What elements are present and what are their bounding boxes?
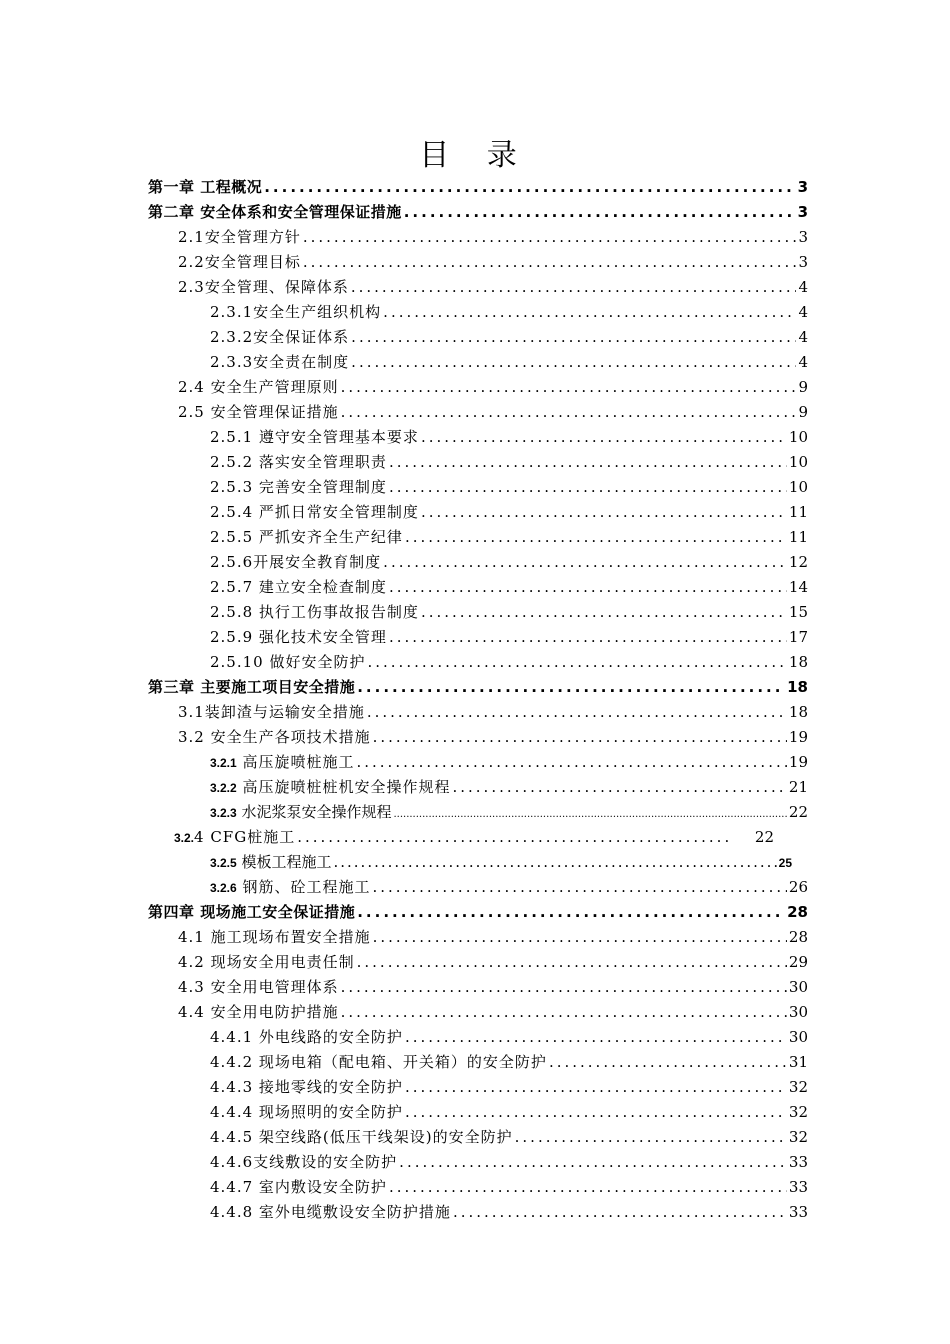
toc-entry-4-4-6[interactable]: 4.4.6支线敷设的安全防护 ..... 33: [210, 1151, 808, 1176]
toc-entry-3-2-1[interactable]: 3.2.1 高压旋喷桩施工 ..... 19: [210, 751, 808, 776]
toc-entry-2-3[interactable]: 2.3安全管理、保障体系 ..... 4: [178, 276, 808, 301]
toc-entry-2-5-8[interactable]: 2.5.8 执行工伤事故报告制度 ..... 15: [210, 601, 808, 626]
toc-entry-2-5-5[interactable]: 2.5.5 严抓安齐全生产纪律 ..... 11: [210, 526, 808, 551]
toc-entry-2-5-6[interactable]: 2.5.6开展安全教育制度 ..... 12: [210, 551, 808, 576]
toc-entry-2-5[interactable]: 2.5 安全管理保证措施 ..... 9: [178, 401, 808, 426]
toc-entry-4-4-2[interactable]: 4.4.2 现场电箱（配电箱、开关箱）的安全防护 ..... 31: [210, 1051, 808, 1076]
toc-entry-4-2[interactable]: 4.2 现场安全用电责任制 ..... 29: [178, 951, 808, 976]
toc-entry-chapter-3[interactable]: 第三章 主要施工项目安全措施 ..... 18: [148, 676, 808, 701]
toc-entry-3-1[interactable]: 3.1装卸渣与运输安全措施 ..... 18: [178, 701, 808, 726]
toc-entry-2-5-4[interactable]: 2.5.4 严抓日常安全管理制度 ..... 11: [210, 501, 808, 526]
toc-entry-4-4-4[interactable]: 4.4.4 现场照明的安全防护 ..... 32: [210, 1101, 808, 1126]
toc-entry-4-4-7[interactable]: 4.4.7 室内敷设安全防护 ..... 33: [210, 1176, 808, 1201]
toc-entry-4-4[interactable]: 4.4 安全用电防护措施 ..... 30: [178, 1001, 808, 1026]
toc-entry-4-1[interactable]: 4.1 施工现场布置安全措施 ..... 28: [178, 926, 808, 951]
toc-entry-2-5-2[interactable]: 2.5.2 落实安全管理职责 ..... 10: [210, 451, 808, 476]
toc-entry-chapter-1[interactable]: 第一章 工程概况 ..... 3: [148, 176, 808, 201]
toc-entry-chapter-4[interactable]: 第四章 现场施工安全保证措施 ..... 28: [148, 901, 808, 926]
toc-entry-2-5-3[interactable]: 2.5.3 完善安全管理制度 ..... 10: [210, 476, 808, 501]
toc-entry-4-4-1[interactable]: 4.4.1 外电线路的安全防护 ..... 30: [210, 1026, 808, 1051]
toc-entry-3-2-5[interactable]: 3.2.5 模板工程施工 ..... 25: [210, 851, 792, 876]
toc-entry-2-1[interactable]: 2.1安全管理方针 ..... 3: [178, 226, 808, 251]
toc-entry-2-5-7[interactable]: 2.5.7 建立安全检查制度 ..... 14: [210, 576, 808, 601]
toc-entry-3-2-3[interactable]: 3.2.3 水泥浆泵安全操作规程 ..... 22: [210, 801, 808, 826]
toc-entry-3-2-4[interactable]: 3.2.4 CFG桩施工 ..... 22: [174, 826, 774, 851]
toc-entry-3-2[interactable]: 3.2 安全生产各项技术措施 ..... 19: [178, 726, 808, 751]
toc-entry-3-2-6[interactable]: 3.2.6 钢筋、砼工程施工 ..... 26: [210, 876, 808, 901]
toc-entry-2-3-1[interactable]: 2.3.1安全生产组织机构 ..... 4: [210, 301, 808, 326]
toc-entry-2-3-2[interactable]: 2.3.2安全保证体系 ..... 4: [210, 326, 808, 351]
toc-entry-2-4[interactable]: 2.4 安全生产管理原则 ..... 9: [178, 376, 808, 401]
toc-entry-2-5-1[interactable]: 2.5.1 遵守安全管理基本要求 ..... 10: [210, 426, 808, 451]
toc-entry-4-4-8[interactable]: 4.4.8 室外电缆敷设安全防护措施 ..... 33: [210, 1201, 808, 1226]
toc-entry-2-5-9[interactable]: 2.5.9 强化技术安全管理 ..... 17: [210, 626, 808, 651]
toc-entry-2-5-10[interactable]: 2.5.10 做好安全防护 ..... 18: [210, 651, 808, 676]
toc-title: 目 录: [419, 138, 531, 173]
toc-entry-3-2-2[interactable]: 3.2.2 高压旋喷桩桩机安全操作规程 ..... 21: [210, 776, 808, 801]
toc-entry-2-2[interactable]: 2.2安全管理目标 ..... 3: [178, 251, 808, 276]
toc-entry-2-3-3[interactable]: 2.3.3安全责在制度 ..... 4: [210, 351, 808, 376]
toc-entry-4-4-5[interactable]: 4.4.5 架空线路(低压干线架设)的安全防护 ..... 32: [210, 1126, 808, 1151]
toc-entry-4-4-3[interactable]: 4.4.3 接地零线的安全防护 ..... 32: [210, 1076, 808, 1101]
toc-entry-chapter-2[interactable]: 第二章 安全体系和安全管理保证措施 ..... 3: [148, 201, 808, 226]
toc-entry-4-3[interactable]: 4.3 安全用电管理体系 ..... 30: [178, 976, 808, 1001]
